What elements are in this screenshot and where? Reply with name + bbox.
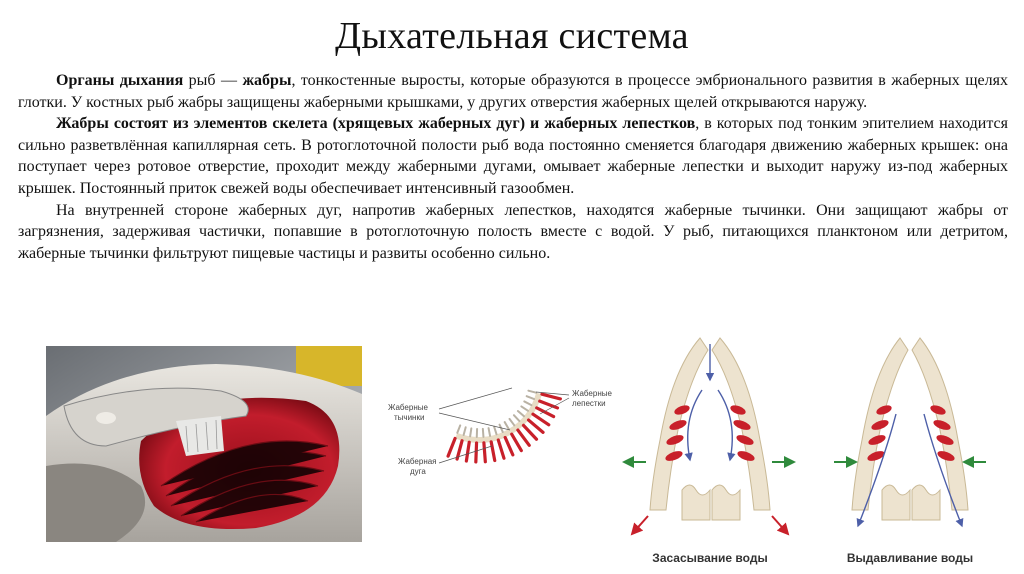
paragraph-2	[18, 113, 1008, 199]
gill-raker	[521, 406, 528, 410]
caption-expulsion: Выдавливание воды	[846, 551, 974, 565]
gill-raker	[524, 401, 531, 405]
gill-filament	[476, 443, 477, 462]
label-filaments-1: Жаберные	[572, 389, 612, 398]
gill-raker	[494, 427, 496, 435]
expulsion-diagram	[834, 338, 986, 526]
gill-filament	[533, 414, 549, 425]
gill-filament	[498, 440, 504, 458]
gill-filament	[466, 442, 469, 461]
label-arch-2: дуга	[410, 467, 426, 476]
paragraph-3	[18, 200, 1008, 265]
gill-filament	[518, 430, 529, 445]
label-arch-1: Жаберная	[398, 457, 437, 466]
label-filaments-2: лепестки	[572, 399, 606, 408]
fish-gills-photo	[46, 346, 362, 542]
gill-filament	[505, 437, 513, 454]
suction-diagram	[624, 338, 794, 534]
bold-term: жабры	[242, 72, 292, 89]
text-span: , тонкостенные выросты, которые образуются в процессе эмбрионального развития в жаберных щелях глотки. У костных рыб жабры защищены жаберными крышками, у других отверстия жаберных щелей открываются наружу.	[18, 72, 1008, 111]
gill-filament	[540, 401, 558, 408]
text-span: рыб —	[183, 72, 243, 89]
gill-filament	[523, 425, 536, 439]
gill-filament	[537, 408, 554, 417]
caption-suction: Засасывание воды	[652, 551, 768, 565]
body-text	[18, 70, 1008, 264]
gill-raker	[527, 396, 534, 399]
gill-raker	[514, 415, 519, 421]
gill-filament	[448, 438, 455, 456]
gill-raker	[505, 422, 509, 429]
text-span: На внутренней стороне жаберных дуг, напротив жаберных лепестков, находятся жаберные тычинки. Они защищают жабры от загрязнения, задерживая частички, попавшие в ротоглоточную полость вместе с водой. У рыб, питающихся планктоном или детритом, жаберные тычинки фильтруют пищевые частицы и развиты особенно сильно.	[18, 201, 1008, 262]
gill-raker	[457, 425, 460, 432]
gill-raker	[509, 419, 514, 425]
gill-filament	[512, 434, 522, 450]
gill-filament	[529, 420, 543, 432]
bold-term: Органы дыхания	[56, 72, 184, 89]
paragraph-1	[18, 70, 1008, 113]
bold-term: Жабры состоят из элементов скелета (хрящевых жаберных дуг) и жаберных лепестков	[56, 115, 696, 133]
slide-title: Дыхательная система	[335, 15, 689, 57]
gill-filament	[491, 442, 495, 461]
gill-raker	[528, 391, 536, 393]
water-flow-diagrams	[612, 330, 1020, 570]
gill-raker	[483, 429, 484, 437]
text-span: , в которых под тонким эпителием находится сильно разветвлённая капиллярная сеть. В ротоглоточной полости рыб вода постоянно сменяется благодаря движению жаберных крышек: она поступает через ротовое отверстие, проходит между жаберными дугами, омывает жаберные лепестки и выходит наружу из-под жаберных крышек. Постоянный приток свежей воды обеспечивает интенсивный газообмен.	[18, 115, 1009, 197]
gill-filament	[542, 394, 560, 399]
label-rakers-2: тычинки	[394, 413, 425, 422]
gill-filament	[484, 443, 485, 462]
label-rakers-1: Жаберные	[388, 403, 428, 412]
gill-raker	[518, 411, 524, 416]
gill-raker	[464, 427, 466, 435]
gill-arch-diagram	[384, 368, 624, 493]
gill-raker	[470, 428, 471, 436]
gill-raker	[489, 428, 490, 436]
